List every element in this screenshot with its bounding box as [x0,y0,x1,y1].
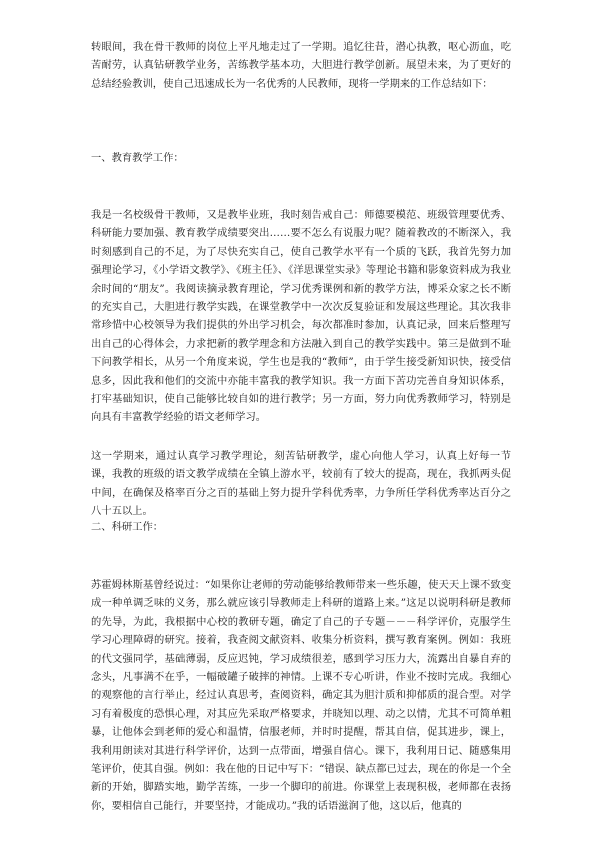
research-paragraph-1: 苏霍姆林斯基曾经说过：“如果你让老师的劳动能够给教师带来一些乐趣，使天天上课不致变成一种单调乏味的义务，那么就应该引导教师走上科研的道路上来。”这足以说明科研是教师的先导，为此，我根据中心校的教研专题，确定了自己的子专题－－－科学评价，克服学生学习心理障碍的研究。接着，我查阅文献资料、收集分析资料，撰写教育案例。例如：我班的代文强同学，基础薄弱，反应迟钝，学习成绩很差，感到学习压力大，流露出自暴自弃的念头，凡事满不在乎，一幅破罐子破摔的神情。上课不专心听讲，作业不按时完成。我细心的观察他的言行举止，经过认真思考，查阅资料，确定其为胆汁质和抑郁质的混合型。对学习有着极度的恐惧心理，对其应先采取严格要求，并晓知以理、动之以情，尤其不可简单粗暴，让他体会到老师的爱心和温情，信服老师，并时时提醒，帮其自信，促其进步，课上，我利用朗读对其进行科学评价，达到一点带面，增强自信心。课下，我利用日记、随感集用笔评价，使其自强。例如：我在他的日记中写下：“错误、缺点都已过去，现在的你是一个全新的开始，脚踏实地，勤学苦练，一步一个脚印的前进。你课堂上表现积极，老师都在表扬你，要相信自己能行，并要坚持，才能成功。”我的话语滋润了他，这以后，他真的 [91,579,511,812]
intro-paragraph: 转眼间，我在骨干教师的岗位上平凡地走过了一学期。追忆往昔，潜心执教，呕心沥血，吃苦耐劳，认真钻研教学业务，苦练教学基本功，大胆进行教学创新。展望未来，为了更好的总结经验教训，使自己迅速成长为一名优秀的人民教师，现将一学期来的工作总结如下： [91,41,511,90]
section-heading-research: 二、科研工作： [91,521,164,533]
teaching-paragraph-1: 我是一名校级骨干教师，又是教毕业班，我时刻告戒自己：师德要模范、班级管理要优秀、科研能力要加强、教育教学成绩要突出……要不怎么有说服力呢？随着教改的不断深入，我时刻感到自己的不足，为了尽快充实自己，使自己教学水平有一个质的飞跃，我首先努力加强理论学习，《小学语文教学》、《班主任》、《洋思课堂实录》等理论书籍和影象资料成为我业余时间的“朋友”。我阅读摘录教育理论，学习优秀课例和新的教学方法，博采众家之长不断的充实自己，大胆进行教学实践，在课堂教学中一次次反复验证和发展这些理论。其次我非常珍惜中心校领导为我们提供的外出学习机会，每次都准时参加，认真记录，回来后整理写出自己的心得体会，力求把新的教学理念和方法融入到自己的教学实践中。第三是做到不耻下问教学相长，从另一个角度来说，学生也是我的“教师”，由于学生接受新知识快，接受信息多，因此我和他们的交流中亦能丰富我的教学知识。我一方面下苦功完善自身知识体系，打牢基础知识，使自己能够比较自如的进行教学；另一方面，努力向优秀教师学习，特别是向具有丰富教学经验的语文老师学习。 [91,209,511,424]
teaching-paragraph-2: 这一学期来，通过认真学习教学理论，刻苦钻研教学，虚心向他人学习，认真上好每一节课，我教的班级的语文教学成绩在全镇上游水平，较前有了较大的提高，现在，我抓两头促中间，在确保及格率百分之百的基础上努力提升学科优秀率，力争所任学科优秀率达百分之八十五以上。 [91,450,511,518]
section-heading-teaching: 一、教育教学工作： [91,152,184,164]
